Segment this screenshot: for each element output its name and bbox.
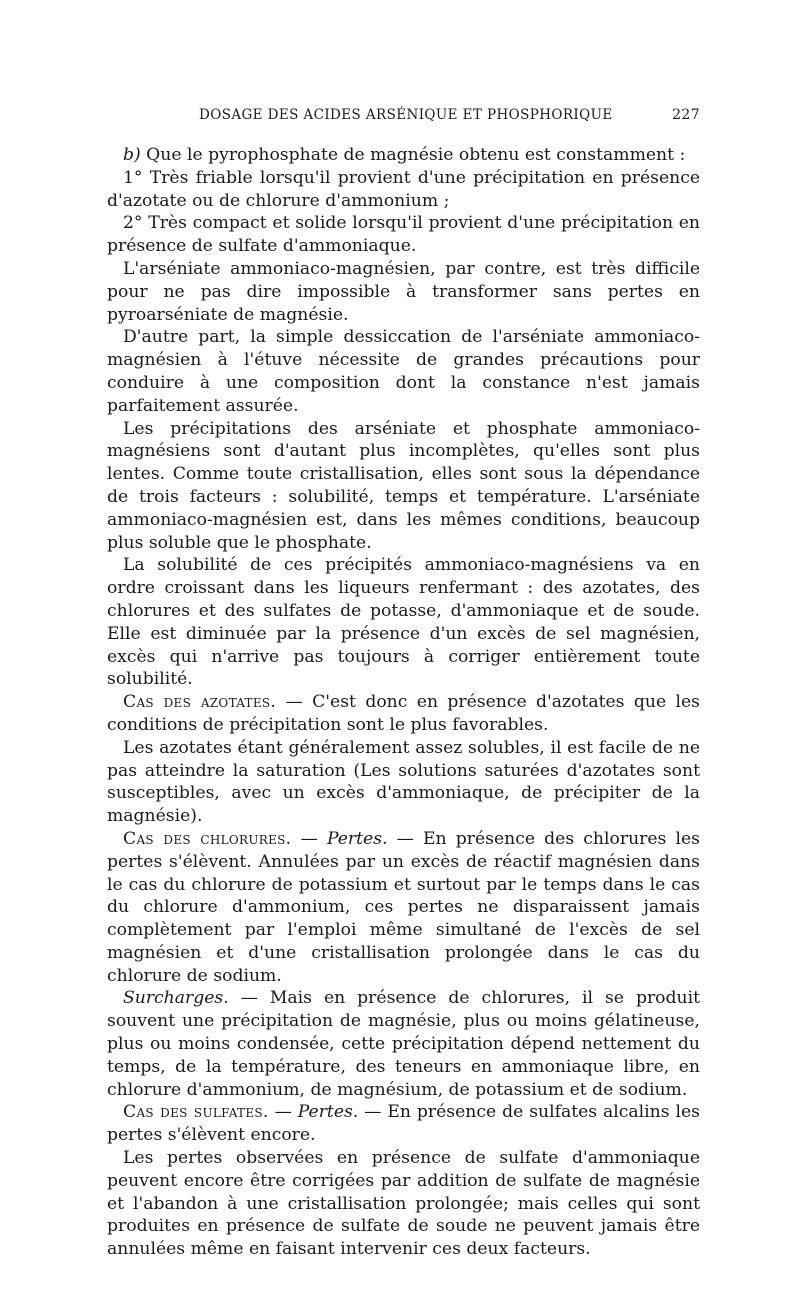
paragraph: 1° Très friable lorsqu'il provient d'une précipitation en présence d'azotate ou de chlorure d'ammonium ; — [107, 167, 700, 211]
paragraph-text: Que le pyrophosphate de magnésie obtenu est constamment : — [140, 145, 686, 165]
page-number: 227 — [672, 107, 700, 123]
separator: — — [291, 828, 327, 849]
paragraph: Les précipitations des arséniate et phosphate ammoniaco-magnésiens sont d'autant plus incomplètes, qu'elles sont plus lentes. Comme toute cristallisation, elles sont sous la dépendance de trois facteurs : solubilité, temps et température. L'arséniate ammoniaco-magnésien est, dans les mêmes conditions, beaucoup plus soluble que le phosphate. — [107, 418, 700, 553]
paragraph-text: — Mais en présence de chlorures, il se produit souvent une précipitation de magnésie, plus ou moins gélatineuse, plus ou moins condensée, cette précipitation dépend nettement du temps, de la température, des teneurs en ammoniaque libre, en chlorure d'ammonium, de magnésium, de potassium et de sodium. — [107, 988, 700, 1100]
paragraph: La solubilité de ces précipités ammoniaco-magnésiens va en ordre croissant dans les liqueurs renfermant : des azotates, des chlorures et des sulfates de potasse, d'ammoniaque et de soude. Elle est diminuée par la présence d'un excès de sel magnésien, excès qui n'arrive pas toujours à corriger entièrement toute solubilité. — [107, 555, 700, 690]
body-text — [107, 144, 700, 1261]
running-header — [107, 104, 700, 126]
running-title: DOSAGE DES ACIDES ARSÉNIQUE ET PHOSPHORIQUE — [199, 107, 613, 123]
paragraph-text: — En présence des chlorures les pertes s'élèvent. Annulées par un excès de réactif magnésien dans le cas du chlorure de potassium et surtout par le temps dans le cas du chlorure d'ammonium, ces pertes ne disparaissent jamais complètement par l'emploi même simultané de l'excès de sel magnésien et d'une cristallisation prolongée dans le cas du chlorure de sodium. — [107, 828, 700, 986]
paragraph: L'arséniate ammoniaco-magnésien, par contre, est très difficile pour ne pas dire impossible à transformer sans pertes en pyroarséniate de magnésie. — [107, 258, 700, 325]
paragraph — [107, 828, 700, 988]
paragraph: Les azotates étant généralement assez solubles, il est facile de ne pas atteindre la saturation (Les solutions saturées d'azotates sont susceptibles, avec un excès d'ammoniaque, de précipiter de la magnésie). — [107, 737, 700, 827]
paragraph — [107, 144, 700, 167]
paragraph: D'autre part, la simple dessiccation de l'arséniate ammoniaco-magnésien à l'étuve nécessite de grandes précautions pour conduire à une composition dont la constance n'est jamais parfaitement assurée. — [107, 327, 700, 416]
section-label: Cas des azotates. — [123, 692, 277, 713]
list-marker: b) — [123, 145, 141, 165]
paragraph-text: — C'est donc en présence d'azotates que les conditions de précipitation sont le plus favorables. — [107, 692, 700, 735]
subheading: Surcharges. — [123, 988, 229, 1009]
paragraph: Les pertes observées en présence de sulfate d'ammoniaque peuvent encore être corrigées par addition de sulfate de magnésie et l'abandon à une cristallisation prolongée; mais celles qui sont produites en présence de sulfate de soude ne peuvent jamais être annulées même en faisant intervenir ces deux facteurs. — [107, 1148, 700, 1260]
subheading: Pertes. — [297, 1102, 359, 1123]
separator: — — [268, 1102, 298, 1123]
paragraph: 2° Très compact et solide lorsqu'il provient d'une précipitation en présence de sulfate d'ammoniaque. — [107, 213, 700, 257]
section-label: Cas des chlorures. — [123, 828, 292, 849]
paragraph-text: — En présence de sulfates alcalins les pertes s'élèvent encore. — [107, 1102, 700, 1146]
paragraph — [107, 987, 700, 1101]
section-label: Cas des sulfates. — [123, 1102, 269, 1123]
paragraph — [107, 691, 700, 737]
paragraph — [107, 1101, 700, 1147]
subheading: Pertes. — [326, 828, 388, 849]
